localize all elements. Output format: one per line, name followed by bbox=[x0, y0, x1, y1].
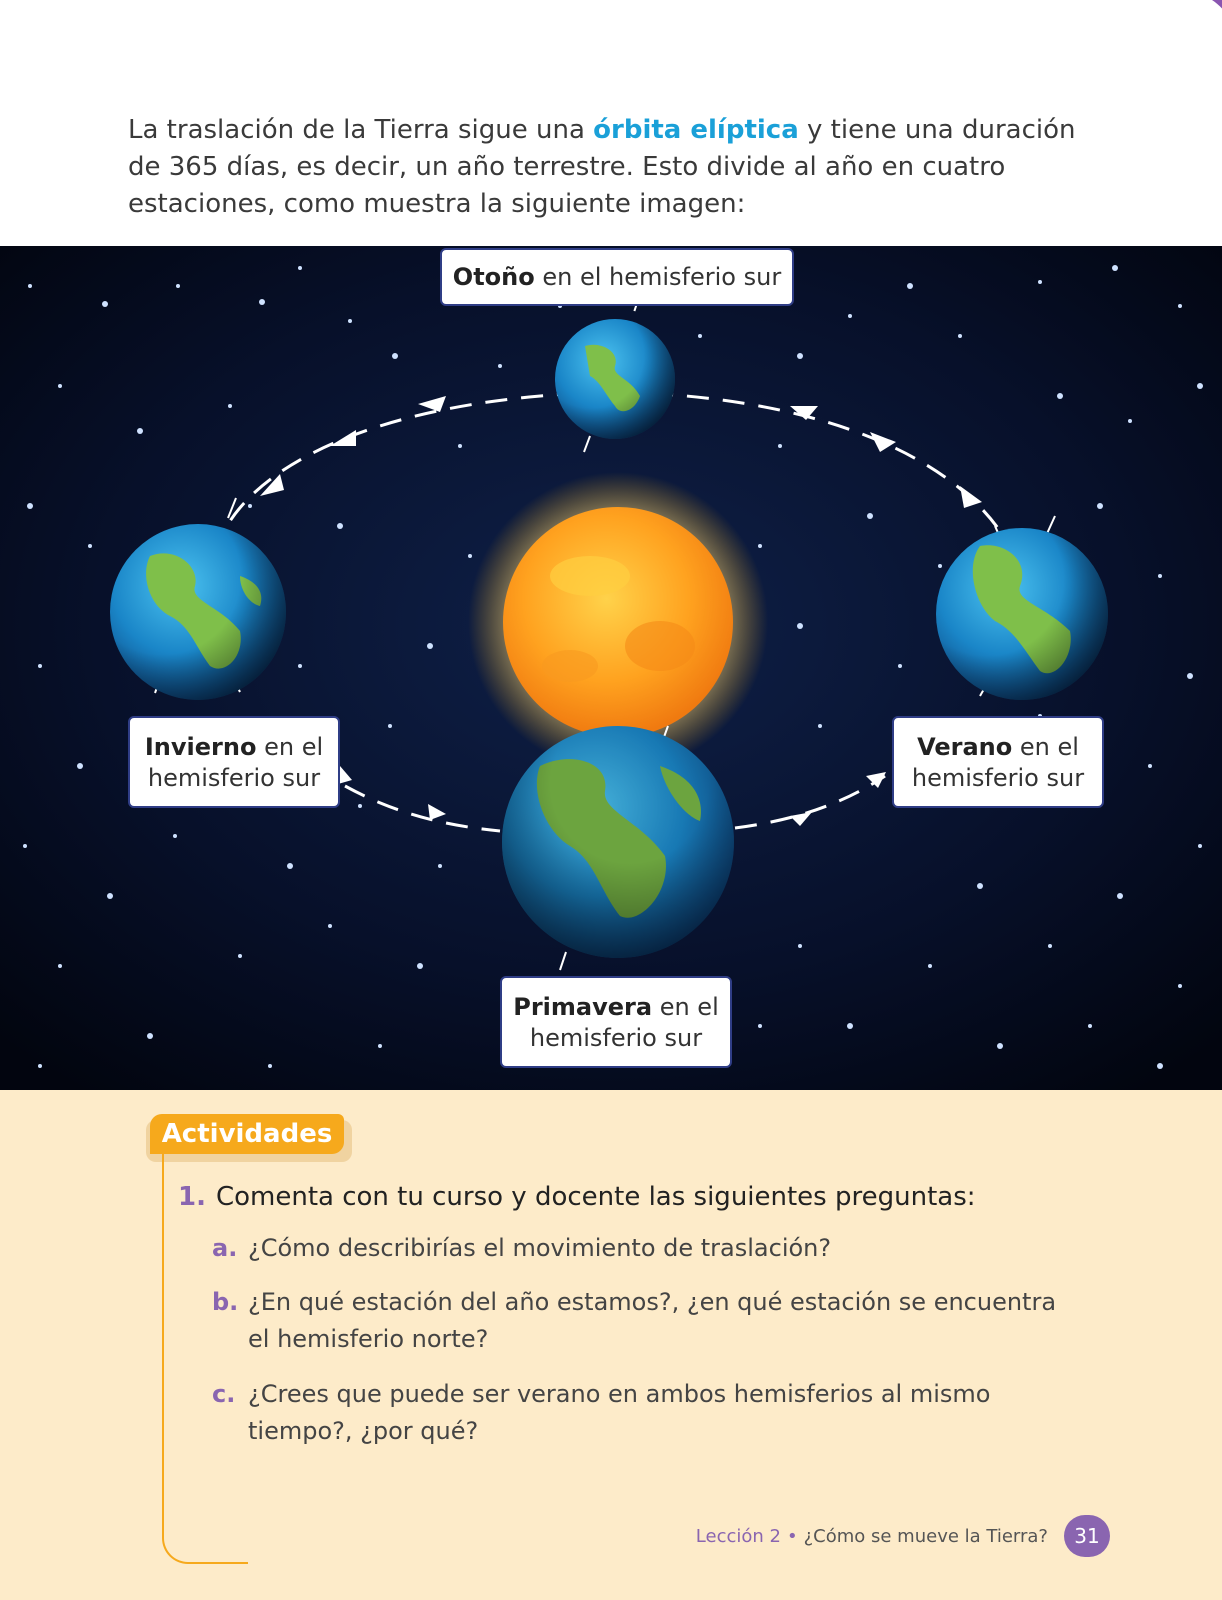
intro-paragraph bbox=[128, 112, 1108, 223]
footer-separator: • bbox=[786, 1525, 798, 1547]
question-b-letter: b. bbox=[212, 1288, 239, 1316]
question-1 bbox=[178, 1182, 976, 1212]
intro-text-1: La traslación de la Tierra sigue una bbox=[128, 115, 594, 145]
question-c bbox=[212, 1376, 1072, 1450]
label-winter bbox=[128, 716, 340, 808]
page-footer bbox=[696, 1515, 1110, 1557]
activities-bracket bbox=[162, 1154, 248, 1564]
label-winter-rest2: hemisferio sur bbox=[147, 764, 321, 792]
intro-text-2: y tiene una duración de 365 días, es decir, un año terrestre. Esto divide al año en cuatro estaciones, como muestra la siguiente imagen: bbox=[128, 115, 1076, 219]
label-spring-bold: Primavera bbox=[513, 993, 653, 1021]
label-spring bbox=[500, 976, 732, 1068]
label-winter-rest1: en el bbox=[256, 733, 324, 761]
question-a bbox=[212, 1230, 1072, 1267]
label-winter-bold: Invierno bbox=[144, 733, 257, 761]
label-summer-rest1: en el bbox=[1012, 733, 1079, 761]
activities-title: Actividades bbox=[150, 1114, 344, 1154]
orbit-diagram bbox=[0, 246, 1222, 1090]
label-autumn bbox=[440, 248, 794, 306]
footer-title: ¿Cómo se mueve la Tierra? bbox=[803, 1525, 1048, 1547]
page-number: 31 bbox=[1064, 1515, 1110, 1557]
question-1-text: Comenta con tu curso y docente las siguientes preguntas: bbox=[215, 1182, 976, 1212]
label-summer-rest2: hemisferio sur bbox=[911, 764, 1085, 792]
question-c-text: ¿Crees que puede ser verano en ambos hemisferios al mismo tiempo?, ¿por qué? bbox=[248, 1380, 991, 1445]
label-summer-bold: Verano bbox=[917, 733, 1013, 761]
corner-decoration bbox=[1092, 0, 1222, 110]
question-a-text: ¿Cómo describirías el movimiento de traslación? bbox=[248, 1234, 832, 1262]
label-autumn-bold: Otoño bbox=[452, 263, 535, 291]
question-b-text: ¿En qué estación del año estamos?, ¿en qué estación se encuentra el hemisferio norte? bbox=[248, 1288, 1057, 1353]
question-1-number: 1. bbox=[178, 1182, 206, 1212]
question-c-letter: c. bbox=[212, 1380, 236, 1408]
question-a-letter: a. bbox=[212, 1234, 238, 1262]
label-spring-rest2: hemisferio sur bbox=[529, 1024, 703, 1052]
label-autumn-rest: en el hemisferio sur bbox=[534, 263, 782, 291]
label-spring-rest1: en el bbox=[652, 993, 719, 1021]
label-summer bbox=[892, 716, 1104, 808]
footer-lesson: Lección 2 bbox=[695, 1525, 781, 1547]
question-b bbox=[212, 1284, 1072, 1358]
orbit-highlight: órbita elíptica bbox=[593, 115, 799, 145]
